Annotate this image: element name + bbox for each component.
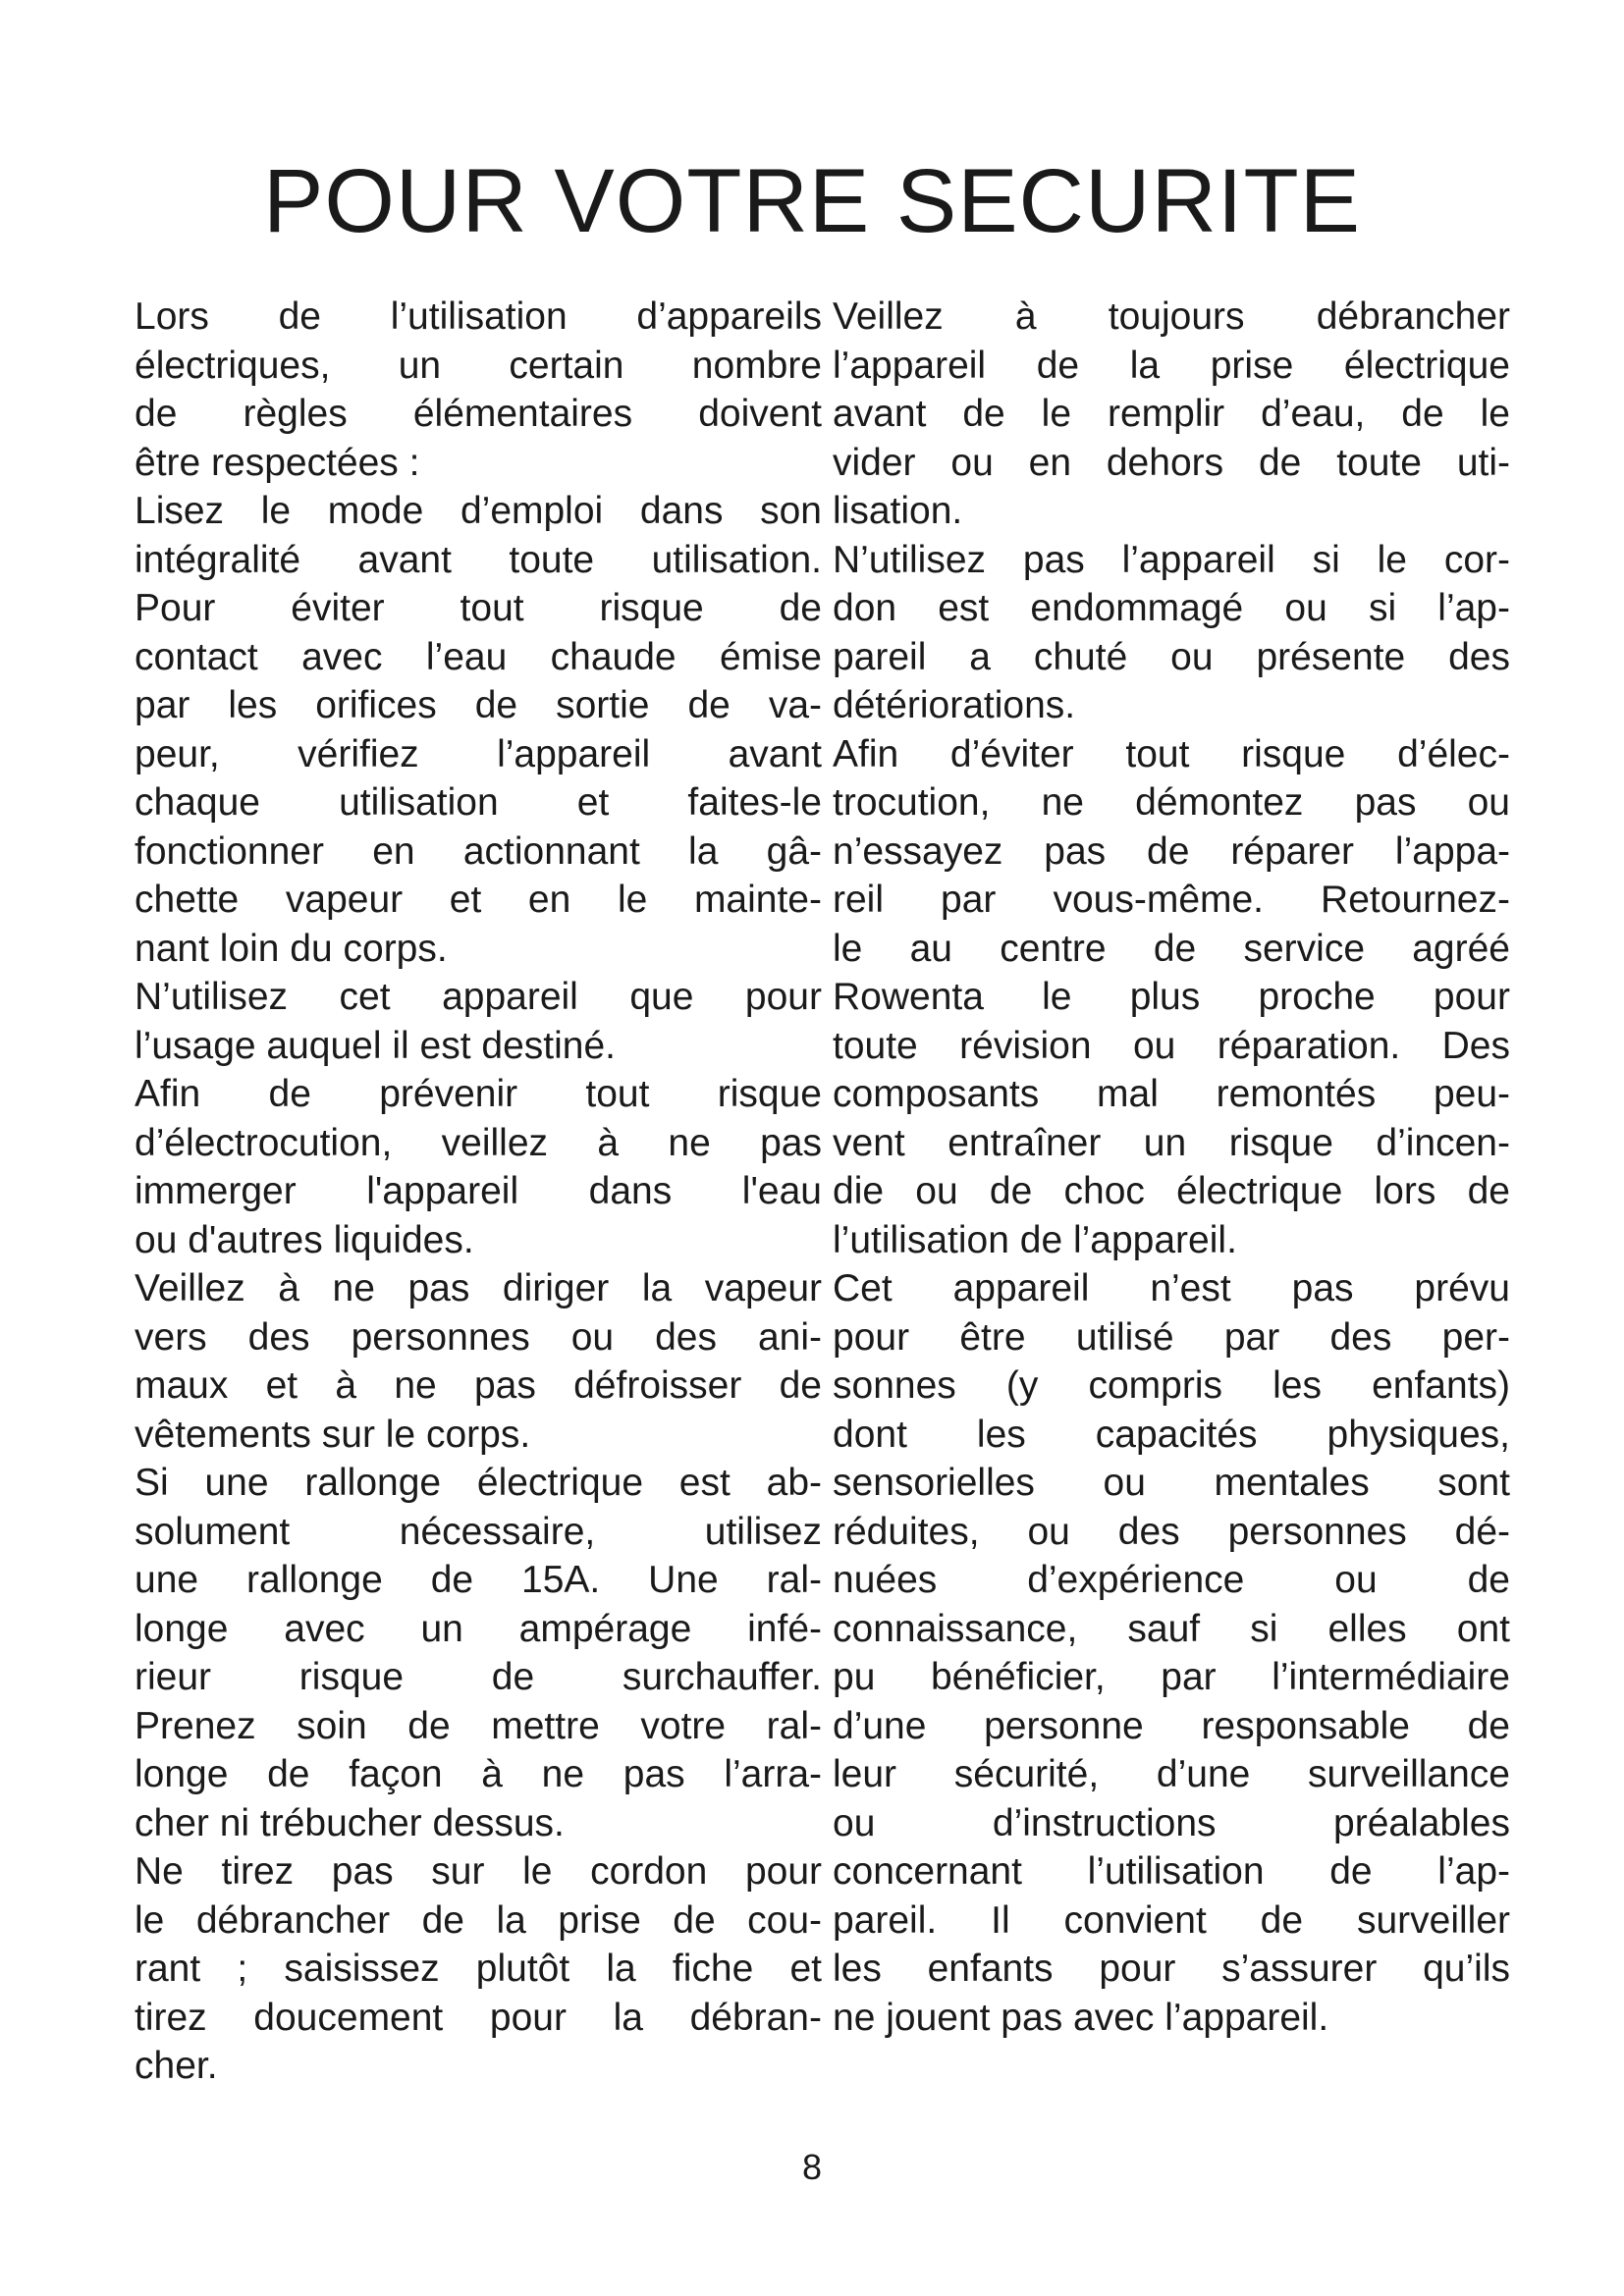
text-line: être respectées : — [135, 441, 420, 484]
text-line: les enfants pour s’assurer qu’ils — [833, 1948, 1510, 1990]
text-line: contact avec l’eau chaude émise — [135, 635, 822, 678]
text-line: chaque utilisation et faites-le — [135, 781, 822, 824]
text-line: détériorations. — [833, 684, 1076, 726]
text-line: n’essayez pas de réparer l’appa- — [833, 829, 1510, 873]
page-title: POUR VOTRE SECURITE — [262, 151, 1361, 251]
text-line: Pour éviter tout risque de — [135, 587, 822, 629]
text-line: rant ; saisissez plutôt la fiche et — [135, 1948, 822, 1990]
text-line: l’usage auquel il est destiné. — [135, 1024, 616, 1067]
text-line: leur sécurité, d’une surveillance — [833, 1753, 1510, 1795]
right-column — [833, 293, 1510, 2042]
text-line: Veillez à ne pas diriger la vapeur — [135, 1267, 822, 1309]
text-line: pareil a chuté ou présente des — [833, 635, 1510, 678]
text-line: composants mal remontés peu- — [833, 1073, 1510, 1115]
text-line: chette vapeur et en le mainte- — [135, 879, 822, 921]
text-line: toute révision ou réparation. Des — [833, 1024, 1510, 1067]
text-line: le au centre de service agréé — [833, 927, 1510, 970]
text-line: vider ou en dehors de toute uti- — [833, 441, 1510, 484]
text-line: vêtements sur le corps. — [135, 1413, 531, 1456]
text-line: connaissance, sauf si elles ont — [833, 1607, 1510, 1650]
text-line: Ne tirez pas sur le cordon pour — [135, 1850, 822, 1893]
text-line: pu bénéficier, par l’intermédiaire — [833, 1656, 1510, 1698]
text-line: ou d’instructions préalables — [833, 1801, 1510, 1844]
text-line: dont les capacités physiques, — [833, 1413, 1510, 1456]
text-line: de règles élémentaires doivent — [135, 393, 822, 435]
text-line: par les orifices de sortie de va- — [135, 684, 822, 726]
text-line: lisation. — [833, 490, 963, 532]
text-line: Prenez soin de mettre votre ral- — [135, 1704, 822, 1747]
text-line: une rallonge de 15A. Une ral- — [135, 1559, 822, 1601]
page-number: 8 — [801, 2147, 823, 2187]
text-line: l’appareil de la prise électrique — [833, 344, 1510, 387]
text-line: électriques, un certain nombre — [135, 344, 822, 387]
text-line: Afin d’éviter tout risque d’élec- — [833, 732, 1510, 775]
text-line: l’utilisation de l’appareil. — [833, 1218, 1237, 1261]
text-line: vers des personnes ou des ani- — [135, 1315, 822, 1359]
text-line: immerger l'appareil dans l'eau — [135, 1170, 822, 1212]
text-line: sonnes (y compris les enfants) — [833, 1364, 1510, 1407]
text-line: ou d'autres liquides. — [135, 1218, 474, 1261]
text-line: réduites, ou des personnes dé- — [833, 1510, 1510, 1553]
text-line: reil par vous-même. Retournez- — [833, 879, 1510, 921]
text-line: nant loin du corps. — [135, 927, 448, 970]
text-line: le débrancher de la prise de cou- — [135, 1898, 822, 1942]
text-line: longe avec un ampérage infé- — [135, 1607, 822, 1650]
text-line: avant de le remplir d’eau, de le — [833, 393, 1510, 435]
text-line: don est endommagé ou si l’ap- — [833, 587, 1510, 629]
text-line: trocution, ne démontez pas ou — [833, 781, 1510, 824]
text-line: pour être utilisé par des per- — [833, 1315, 1510, 1359]
text-line: Lors de l’utilisation d’appareils — [135, 295, 822, 338]
text-line: Cet appareil n’est pas prévu — [833, 1267, 1510, 1309]
text-line: maux et à ne pas défroisser de — [135, 1364, 822, 1407]
text-line: Rowenta le plus proche pour — [833, 976, 1510, 1018]
text-line: longe de façon à ne pas l’arra- — [135, 1753, 822, 1795]
text-line: Lisez le mode d’emploi dans son — [135, 490, 822, 532]
text-line: Si une rallonge électrique est ab- — [135, 1462, 822, 1504]
text-line: d’une personne responsable de — [833, 1704, 1510, 1747]
text-line: fonctionner en actionnant la gâ- — [135, 829, 822, 873]
text-line: peur, vérifiez l’appareil avant — [135, 732, 822, 775]
text-line: Veillez à toujours débrancher — [833, 295, 1510, 338]
text-line: N’utilisez cet appareil que pour — [135, 976, 822, 1018]
text-line: vent entraîner un risque d’incen- — [833, 1121, 1510, 1164]
text-line: N’utilisez pas l’appareil si le cor- — [833, 538, 1510, 581]
text-line: intégralité avant toute utilisation. — [135, 538, 822, 581]
text-line: cher ni trébucher dessus. — [135, 1801, 565, 1844]
text-line: rieur risque de surchauffer. — [135, 1656, 822, 1698]
text-line: tirez doucement pour la débran- — [135, 1996, 822, 2039]
text-line: nuées d’expérience ou de — [833, 1559, 1510, 1601]
text-line: sensorielles ou mentales sont — [833, 1462, 1510, 1504]
text-line: cher. — [135, 2045, 218, 2087]
text-line: concernant l’utilisation de l’ap- — [833, 1850, 1510, 1893]
text-line: d’électrocution, veillez à ne pas — [135, 1121, 822, 1164]
text-line: solument nécessaire, utilisez — [135, 1510, 822, 1553]
left-column — [135, 293, 822, 2091]
text-line: pareil. Il convient de surveiller — [833, 1898, 1510, 1942]
text-line: Afin de prévenir tout risque — [135, 1073, 822, 1115]
text-line: die ou de choc électrique lors de — [833, 1170, 1510, 1212]
text-line: ne jouent pas avec l’appareil. — [833, 1996, 1329, 2039]
